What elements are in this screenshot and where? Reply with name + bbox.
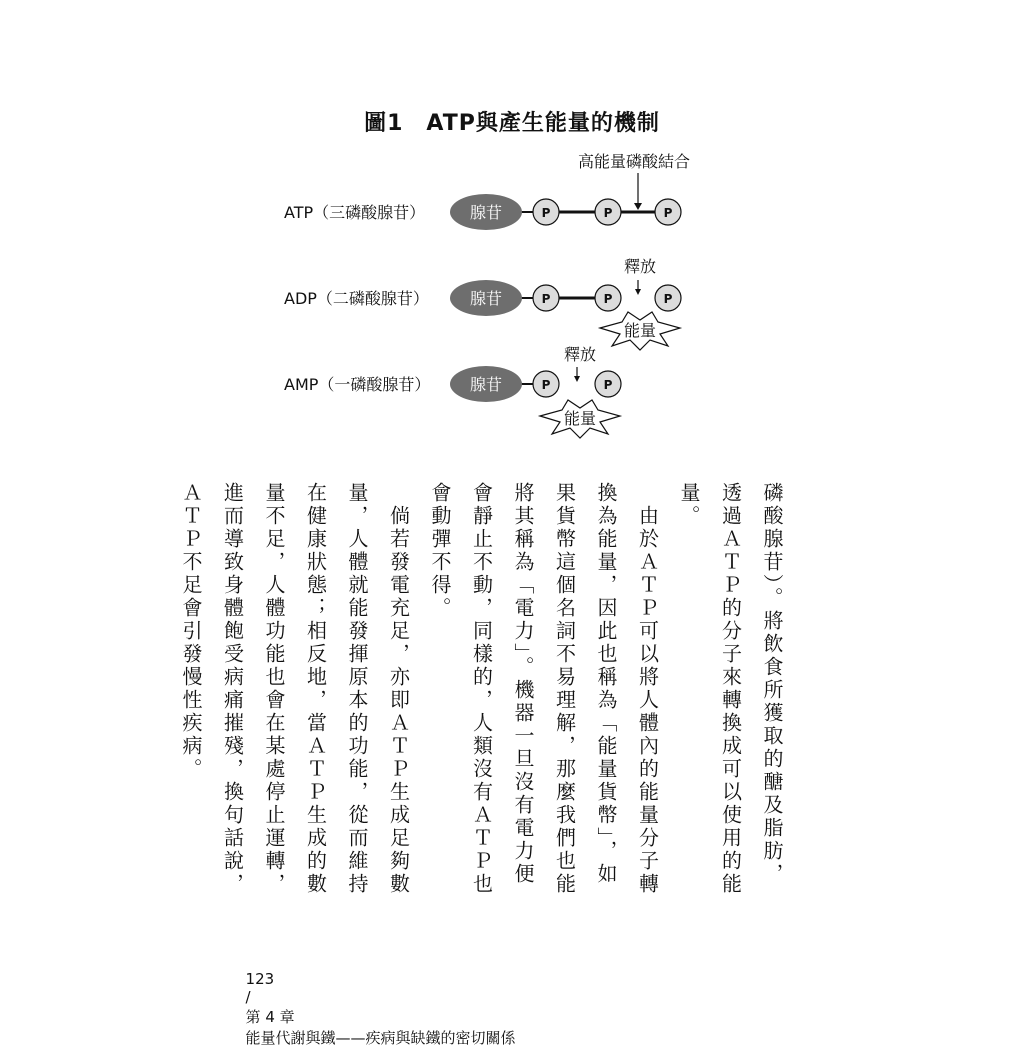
release-arrow-head [635, 289, 641, 295]
page-footer [236, 952, 526, 1048]
adenosine-label: 腺苷 [469, 375, 503, 394]
footer-separator: / [245, 988, 251, 1006]
phosphate-label: P [603, 206, 613, 220]
bond-arrow-head [634, 203, 642, 210]
paragraph: 倘若發電充足，亦即ＡＴＰ生成足夠數量，人體就能發揮原本的功能，從而維持在健康狀態；相反地，當ＡＴＰ生成的數量不足，人體功能也會在某處停止運轉，進而導致身體飽受病痛摧殘，換句話說，ＡＴＰ不足會引發慢性疾病。 [179, 482, 411, 896]
phosphate-label: P [541, 378, 551, 392]
row-atp [284, 194, 681, 230]
row-adp [284, 257, 681, 350]
row-label: AMP（一磷酸腺苷） [284, 375, 431, 394]
adenosine-label: 腺苷 [469, 203, 503, 222]
phosphate-label: P [663, 206, 673, 220]
atp-diagram [0, 0, 1024, 460]
row-label: ADP（二磷酸腺苷） [284, 289, 429, 308]
paragraph: 磷酸腺苷）。將飲食所獲取的醣及脂肪，透過ＡＴＰ的分子來轉換成可以使用的能量。 [677, 482, 784, 896]
body-text [170, 482, 793, 902]
chapter-number: 第 4 章 [245, 1008, 295, 1026]
phosphate-label: P [603, 292, 613, 306]
chapter-title: 能量代謝與鐵——疾病與缺鐵的密切關係 [245, 1029, 516, 1047]
phosphate-label: P [541, 292, 551, 306]
row-label: ATP（三磷酸腺苷） [284, 203, 426, 222]
phosphate-label: P [541, 206, 551, 220]
figure-title: 圖1 ATP與產生能量的機制 [364, 111, 660, 136]
energy-label: 能量 [623, 321, 657, 340]
bond-label: 高能量磷酸結合 [578, 152, 691, 171]
adenosine-label: 腺苷 [469, 289, 503, 308]
row-amp [284, 345, 621, 438]
release-label: 釋放 [623, 257, 657, 276]
energy-label: 能量 [563, 409, 597, 428]
phosphate-label: P [663, 292, 673, 306]
page-number: 123 [245, 970, 275, 988]
release-arrow-head [574, 376, 580, 382]
release-label: 釋放 [563, 345, 597, 364]
phosphate-label: P [603, 378, 613, 392]
paragraph: 由於ＡＴＰ可以將人體內的能量分子轉換為能量，因此也稱為「能量貨幣」，如果貨幣這個名詞不易理解，那麼我們也能將其稱為「電力」。機器一旦沒有電力便會靜止不動，同樣的，人類沒有ＡＴＰ也會動彈不得。 [428, 482, 660, 896]
